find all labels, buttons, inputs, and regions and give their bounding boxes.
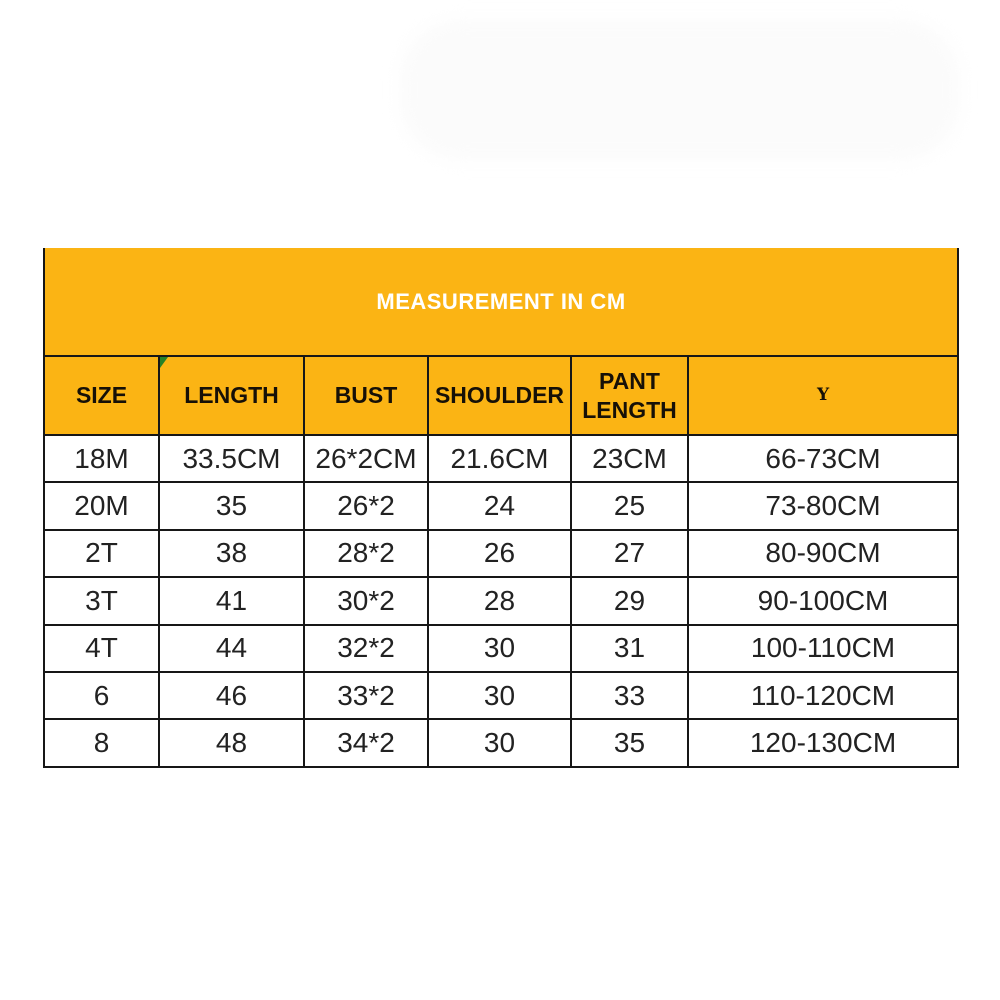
cell-size: 2T xyxy=(44,530,159,577)
cell-size: 20M xyxy=(44,482,159,529)
cell-pant-length: 35 xyxy=(571,719,688,766)
cell-size: 6 xyxy=(44,672,159,719)
background-smudge xyxy=(400,20,960,160)
cell-pant-length: 23CM xyxy=(571,435,688,482)
table-row xyxy=(44,577,958,624)
cell-shoulder: 21.6CM xyxy=(428,435,571,482)
table-title: MEASUREMENT IN CM xyxy=(44,248,958,356)
measurement-table-head xyxy=(44,248,958,435)
column-header-bust: BUST xyxy=(304,356,428,435)
cell-height: 110-120CM xyxy=(688,672,958,719)
table-row xyxy=(44,625,958,672)
cell-length: 44 xyxy=(159,625,304,672)
table-row xyxy=(44,672,958,719)
cell-height: 80-90CM xyxy=(688,530,958,577)
cell-length: 46 xyxy=(159,672,304,719)
cell-length: 33.5CM xyxy=(159,435,304,482)
cell-shoulder: 26 xyxy=(428,530,571,577)
cell-size: 4T xyxy=(44,625,159,672)
cell-shoulder: 24 xyxy=(428,482,571,529)
title-row xyxy=(44,248,958,356)
column-header-pant-length: PANT LENGTH xyxy=(571,356,688,435)
cell-shoulder: 30 xyxy=(428,625,571,672)
column-header-length: LENGTH xyxy=(159,356,304,435)
cell-length: 38 xyxy=(159,530,304,577)
cell-bust: 32*2 xyxy=(304,625,428,672)
cell-shoulder: 28 xyxy=(428,577,571,624)
cell-bust: 26*2 xyxy=(304,482,428,529)
cell-size: 18M xyxy=(44,435,159,482)
cell-length: 48 xyxy=(159,719,304,766)
table-row xyxy=(44,719,958,766)
table-row xyxy=(44,435,958,482)
measurement-table xyxy=(43,248,959,768)
cell-size: 8 xyxy=(44,719,159,766)
column-header-shoulder: SHOULDER xyxy=(428,356,571,435)
cell-size: 3T xyxy=(44,577,159,624)
cell-length: 41 xyxy=(159,577,304,624)
cell-comment-marker-icon xyxy=(160,357,168,368)
cell-height: 90-100CM xyxy=(688,577,958,624)
cell-shoulder: 30 xyxy=(428,672,571,719)
cell-pant-length: 25 xyxy=(571,482,688,529)
cell-height: 100-110CM xyxy=(688,625,958,672)
cell-pant-length: 27 xyxy=(571,530,688,577)
cell-bust: 28*2 xyxy=(304,530,428,577)
cell-length: 35 xyxy=(159,482,304,529)
cell-pant-length: 31 xyxy=(571,625,688,672)
column-header-size: SIZE xyxy=(44,356,159,435)
measurement-table-body xyxy=(44,435,958,767)
column-header-height: Y xyxy=(688,356,958,435)
cell-shoulder: 30 xyxy=(428,719,571,766)
cell-bust: 30*2 xyxy=(304,577,428,624)
cell-bust: 33*2 xyxy=(304,672,428,719)
cell-height: 120-130CM xyxy=(688,719,958,766)
column-header-row xyxy=(44,356,958,435)
cell-pant-length: 29 xyxy=(571,577,688,624)
cell-height: 73-80CM xyxy=(688,482,958,529)
table-row xyxy=(44,482,958,529)
cell-pant-length: 33 xyxy=(571,672,688,719)
cell-bust: 34*2 xyxy=(304,719,428,766)
table-row xyxy=(44,530,958,577)
cell-height: 66-73CM xyxy=(688,435,958,482)
cell-bust: 26*2CM xyxy=(304,435,428,482)
